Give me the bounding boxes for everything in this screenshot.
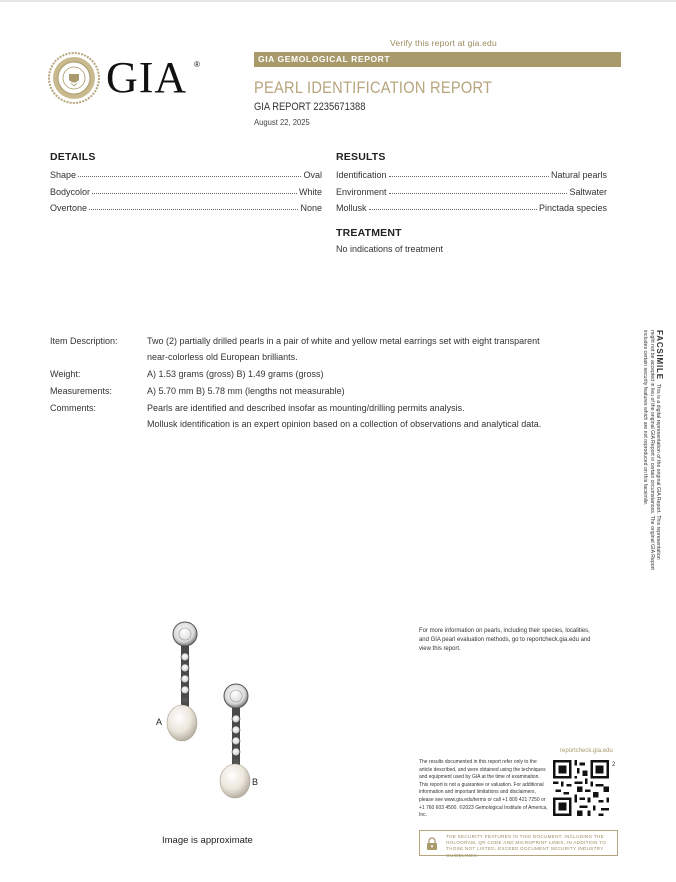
result-label: Identification [336,170,387,180]
gia-seal-icon [48,52,100,104]
report-title: PEARL IDENTIFICATION REPORT [254,78,493,97]
report-type-label: GIA GEMOLOGICAL REPORT [258,54,391,64]
detail-label: Overtone [50,203,88,213]
detail-row-shape [50,168,322,180]
item-description-line1: Two (2) partially drilled pearls in a pair of white and yellow metal earrings set with eight transparent [147,336,540,346]
detail-row-bodycolor [50,185,322,197]
gia-wordmark: GIA [106,53,188,102]
detail-label: Shape [50,170,77,180]
detail-value: None [300,203,322,213]
result-label: Mollusk [336,203,367,213]
detail-label: Bodycolor [50,187,91,197]
disclaimer-text: The results documented in this report refer only to the article described, and were obtained using the techniques and equipment used by GIA at the time of examination. This report is not a guarantee or valuation. For additional information and important limitations and disclaimers, please see www.gia.edu/terms or call +1 800 421 7250 or +1 760 603 4500. ©2023 Gemological Institute of America, Inc. [419,759,548,819]
result-value: Pinctada species [538,203,607,213]
result-row-identification [336,168,607,180]
item-description-label: Item Description: [50,336,118,346]
details-heading: DETAILS [50,151,96,163]
pearl-label-b: B [252,777,259,787]
report-date: August 22, 2025 [254,117,310,127]
qr-number: 2 [612,762,616,768]
results-heading: RESULTS [336,151,386,163]
measurements-value: A) 5.70 mm B) 5.78 mm (lengths not measurable) [147,386,345,396]
gia-logo [48,52,208,104]
treatment-text: No indications of treatment [336,244,444,254]
security-features-box [419,830,618,856]
qr-code-icon[interactable] [553,760,609,816]
detail-value: Oval [303,170,322,180]
result-value: Saltwater [569,187,607,197]
detail-value: White [298,187,322,197]
verify-link[interactable]: Verify this report at gia.edu [390,38,497,48]
report-type-bar [254,52,621,67]
result-value: Natural pearls [550,170,607,180]
facsimile-note [622,330,662,570]
facsimile-title: FACSIMILE [655,330,664,380]
detail-row-overtone [50,201,322,213]
weight-label: Weight: [50,369,81,379]
comments-line1: Pearls are identified and described insofar as mounting/drilling permits analysis. [147,403,465,413]
more-info-text: For more information on pearls, including their species, localities, and GIA pearl evaluation methods, go to reportcheck.gia.edu and view this report. [419,627,591,652]
reportcheck-link[interactable]: reportcheck.gia.edu [560,748,613,754]
result-row-mollusk [336,201,607,213]
result-row-environment [336,185,607,197]
comments-label: Comments: [50,403,97,413]
lock-icon [426,837,438,850]
registered-mark: ® [194,60,200,69]
image-caption: Image is approximate [162,835,253,846]
top-divider [0,0,676,2]
security-text: THE SECURITY FEATURES IN THIS DOCUMENT, INCLUDING THE HOLOGRAM, QR CODE AND MICROPRINT LINES, IN ADDITION TO THOSE NOT LISTED, EXCEED DOCUMENT SECURITY INDUSTRY GUIDELINES. [446,834,607,858]
item-description-line2: near-colorless old European brilliants. [147,352,298,362]
pearl-label-a: A [156,717,163,727]
treatment-heading: TREATMENT [336,227,402,239]
comments-line2: Mollusk identification is an expert opinion based on a collection of observations and analytical data. [147,419,542,429]
report-number: GIA REPORT 2235671388 [254,101,366,113]
weight-value: A) 1.53 grams (gross) B) 1.49 grams (gross) [147,369,324,379]
facsimile-text: This is a digital representation of the original GIA Report. This representation might not be accepted in lieu of the original GIA Report in certain circumstances. The original GIA Report includes certain security features which are not reproduced on this facsimile. [642,330,661,570]
result-label: Environment [336,187,387,197]
measurements-label: Measurements: [50,386,113,396]
